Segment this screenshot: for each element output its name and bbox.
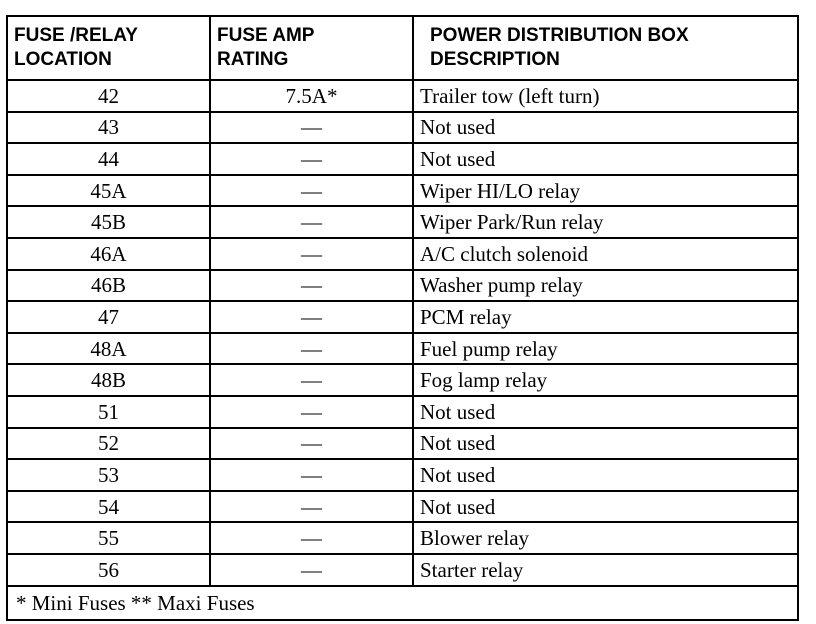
table-header-row: [7, 16, 798, 80]
header-amp-line-1: FUSE AMP: [217, 25, 315, 46]
location-cell: 46A: [7, 238, 210, 270]
footnote-row: [7, 586, 798, 620]
header-amp-line-2: RATING: [217, 49, 289, 70]
amp-cell: —: [210, 428, 413, 460]
table-row: [7, 238, 798, 270]
description-cell: Washer pump relay: [413, 270, 798, 302]
header-description: [413, 16, 798, 80]
table-row: [7, 80, 798, 112]
amp-cell: 7.5A*: [210, 80, 413, 112]
description-cell: Not used: [413, 459, 798, 491]
description-cell: Fog lamp relay: [413, 364, 798, 396]
amp-cell: —: [210, 396, 413, 428]
description-cell: Fuel pump relay: [413, 333, 798, 365]
amp-cell: —: [210, 364, 413, 396]
location-cell: 48B: [7, 364, 210, 396]
amp-cell: —: [210, 143, 413, 175]
header-amp-rating: [210, 16, 413, 80]
amp-cell: —: [210, 522, 413, 554]
table-row: [7, 112, 798, 144]
table-row: [7, 428, 798, 460]
location-cell: 56: [7, 554, 210, 586]
description-cell: Not used: [413, 428, 798, 460]
table-row: [7, 301, 798, 333]
table-row: [7, 396, 798, 428]
description-cell: Wiper Park/Run relay: [413, 206, 798, 238]
location-cell: 45A: [7, 175, 210, 207]
amp-cell: —: [210, 554, 413, 586]
description-cell: PCM relay: [413, 301, 798, 333]
description-cell: Not used: [413, 396, 798, 428]
amp-cell: —: [210, 459, 413, 491]
location-cell: 44: [7, 143, 210, 175]
header-description-line-1: POWER DISTRIBUTION BOX: [430, 25, 689, 46]
table-row: [7, 522, 798, 554]
amp-cell: —: [210, 270, 413, 302]
table-row: [7, 333, 798, 365]
amp-cell: —: [210, 491, 413, 523]
header-location-line-1: FUSE /RELAY: [14, 25, 138, 46]
amp-cell: —: [210, 333, 413, 365]
location-cell: 45B: [7, 206, 210, 238]
location-cell: 52: [7, 428, 210, 460]
amp-cell: —: [210, 238, 413, 270]
footnote: * Mini Fuses ** Maxi Fuses: [7, 586, 798, 620]
location-cell: 51: [7, 396, 210, 428]
table-row: [7, 459, 798, 491]
description-cell: Trailer tow (left turn): [413, 80, 798, 112]
description-cell: Blower relay: [413, 522, 798, 554]
table-row: [7, 270, 798, 302]
description-cell: Starter relay: [413, 554, 798, 586]
fuse-relay-table: [6, 15, 799, 621]
table-row: [7, 364, 798, 396]
location-cell: 55: [7, 522, 210, 554]
table-row: [7, 554, 798, 586]
amp-cell: —: [210, 112, 413, 144]
amp-cell: —: [210, 301, 413, 333]
amp-cell: —: [210, 206, 413, 238]
location-cell: 53: [7, 459, 210, 491]
location-cell: 47: [7, 301, 210, 333]
location-cell: 48A: [7, 333, 210, 365]
description-cell: Wiper HI/LO relay: [413, 175, 798, 207]
description-cell: A/C clutch solenoid: [413, 238, 798, 270]
description-cell: Not used: [413, 112, 798, 144]
table-row: [7, 206, 798, 238]
description-cell: Not used: [413, 491, 798, 523]
header-location: [7, 16, 210, 80]
header-location-line-2: LOCATION: [14, 49, 112, 70]
table-row: [7, 175, 798, 207]
location-cell: 43: [7, 112, 210, 144]
description-cell: Not used: [413, 143, 798, 175]
location-cell: 54: [7, 491, 210, 523]
table-row: [7, 491, 798, 523]
location-cell: 42: [7, 80, 210, 112]
location-cell: 46B: [7, 270, 210, 302]
amp-cell: —: [210, 175, 413, 207]
table-row: [7, 143, 798, 175]
header-description-line-2: DESCRIPTION: [430, 49, 560, 70]
